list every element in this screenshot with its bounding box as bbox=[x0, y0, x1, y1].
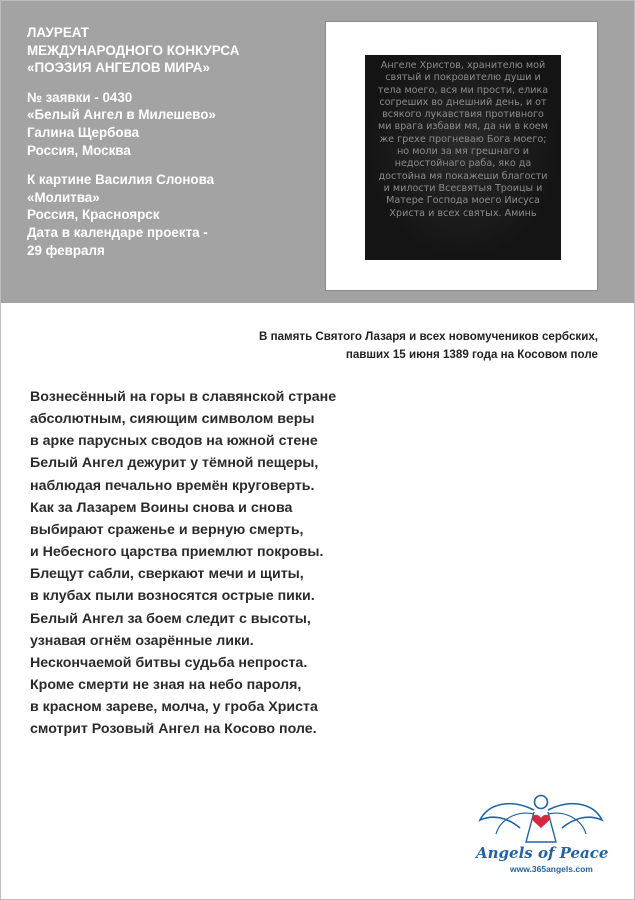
dedication-line: павших 15 июня 1389 года на Косовом поле bbox=[345, 347, 598, 361]
artist-location: Россия, Красноярск bbox=[27, 207, 160, 223]
poem-line: узнавая огнём озарённые лики. bbox=[30, 632, 254, 649]
painting-text-line: и милости Всесвятыя Троицы и bbox=[383, 182, 543, 194]
painting-image bbox=[365, 55, 561, 260]
poem-line: в арке парусных сводов на южной стене bbox=[30, 433, 318, 450]
painting-text-line: святый и покровителю души и bbox=[385, 72, 541, 84]
poem-line: в красном зареве, молча, у гроба Христа bbox=[30, 699, 318, 716]
poem-line: наблюдая печально времён круговерть. bbox=[30, 477, 315, 494]
painting-details bbox=[27, 171, 317, 259]
calendar-date: 29 февраля bbox=[27, 242, 105, 258]
poem-line: Кроме смерти не зная на небо пароля, bbox=[30, 677, 302, 694]
painting-text-line: но моли за мя грешнаго и bbox=[397, 146, 529, 158]
poem-line: Белый Ангел за боем следит с высоты, bbox=[30, 610, 311, 627]
painting-text-line: тела моего, вся ми прости, елика bbox=[377, 84, 549, 96]
poem-line: в клубах пыли возносятся острые пики. bbox=[30, 588, 315, 605]
poem-line: абсолютным, сияющим символом веры bbox=[30, 411, 315, 428]
contest-title-line: «ПОЭЗИЯ АНГЕЛОВ МИРА» bbox=[27, 60, 210, 76]
laureate-info bbox=[27, 24, 317, 271]
poem-line: смотрит Розовый Ангел на Косово поле. bbox=[30, 721, 317, 738]
dedication-line: В память Святого Лазаря и всех новомучеников сербских, bbox=[259, 330, 598, 343]
contest-title-line: ЛАУРЕАТ bbox=[27, 25, 89, 40]
poem-line: Как за Лазарем Воины снова и снова bbox=[30, 499, 293, 516]
painting-prayer-text bbox=[367, 60, 559, 220]
poem-text bbox=[30, 386, 336, 741]
poem-line: Белый Ангел дежурит у тёмной пещеры, bbox=[30, 455, 319, 472]
poem-line: и Небесного царства приемлют покровы. bbox=[30, 544, 324, 561]
contest-title-line: МЕЖДУНАРОДНОГО КОНКУРСА bbox=[27, 42, 240, 58]
author-name: Галина Щербова bbox=[27, 124, 140, 140]
calendar-date-label: Дата в календаре проекта - bbox=[27, 224, 208, 240]
painting-text-line: Христа и всех святых. Аминь bbox=[389, 207, 537, 219]
painting-title: «Молитва» bbox=[27, 189, 100, 205]
painting-text-line: ми врага избави мя, да ни в коем bbox=[378, 121, 548, 133]
angels-of-peace-logo bbox=[470, 790, 612, 882]
painting-text-line: достойна мя покажеши благости bbox=[378, 170, 548, 182]
poem-line: Нескончаемой битвы судьба непроста. bbox=[30, 654, 308, 671]
angel-heart-icon bbox=[470, 790, 612, 850]
poem-line: выбирают сраженье и верную смерть, bbox=[30, 521, 304, 538]
contest-title bbox=[27, 24, 317, 77]
dedication bbox=[259, 328, 598, 363]
painting-text-line: Ангеле Христов, хранителю мой bbox=[380, 60, 546, 71]
painting-text-line: недостойнаго раба, яко да bbox=[394, 158, 532, 170]
entry-number: № заявки - 0430 bbox=[27, 89, 133, 105]
painting-text-line: Матере Господа моего Иисуса bbox=[386, 195, 540, 207]
poem-title: «Белый Ангел в Милешево» bbox=[27, 107, 216, 123]
painting-text-line: согреших во днешний день, и от bbox=[379, 96, 547, 108]
painting-text-line: же грехе прогневаю Бога моего; bbox=[379, 133, 547, 145]
author-location: Россия, Москва bbox=[27, 142, 131, 158]
logo-url-text: www.365angels.com bbox=[510, 864, 593, 874]
painting-artist: К картине Василия Слонова bbox=[27, 172, 215, 188]
poem-line: Блещут сабли, сверкают мечи и щиты, bbox=[30, 566, 304, 583]
entry-details bbox=[27, 89, 317, 159]
logo-brand-text: Angels of Peace bbox=[476, 844, 609, 862]
painting-text-line: всякого лукавствия противного bbox=[382, 109, 544, 121]
poem-line: Вознесённый на горы в славянской стране bbox=[30, 389, 337, 405]
